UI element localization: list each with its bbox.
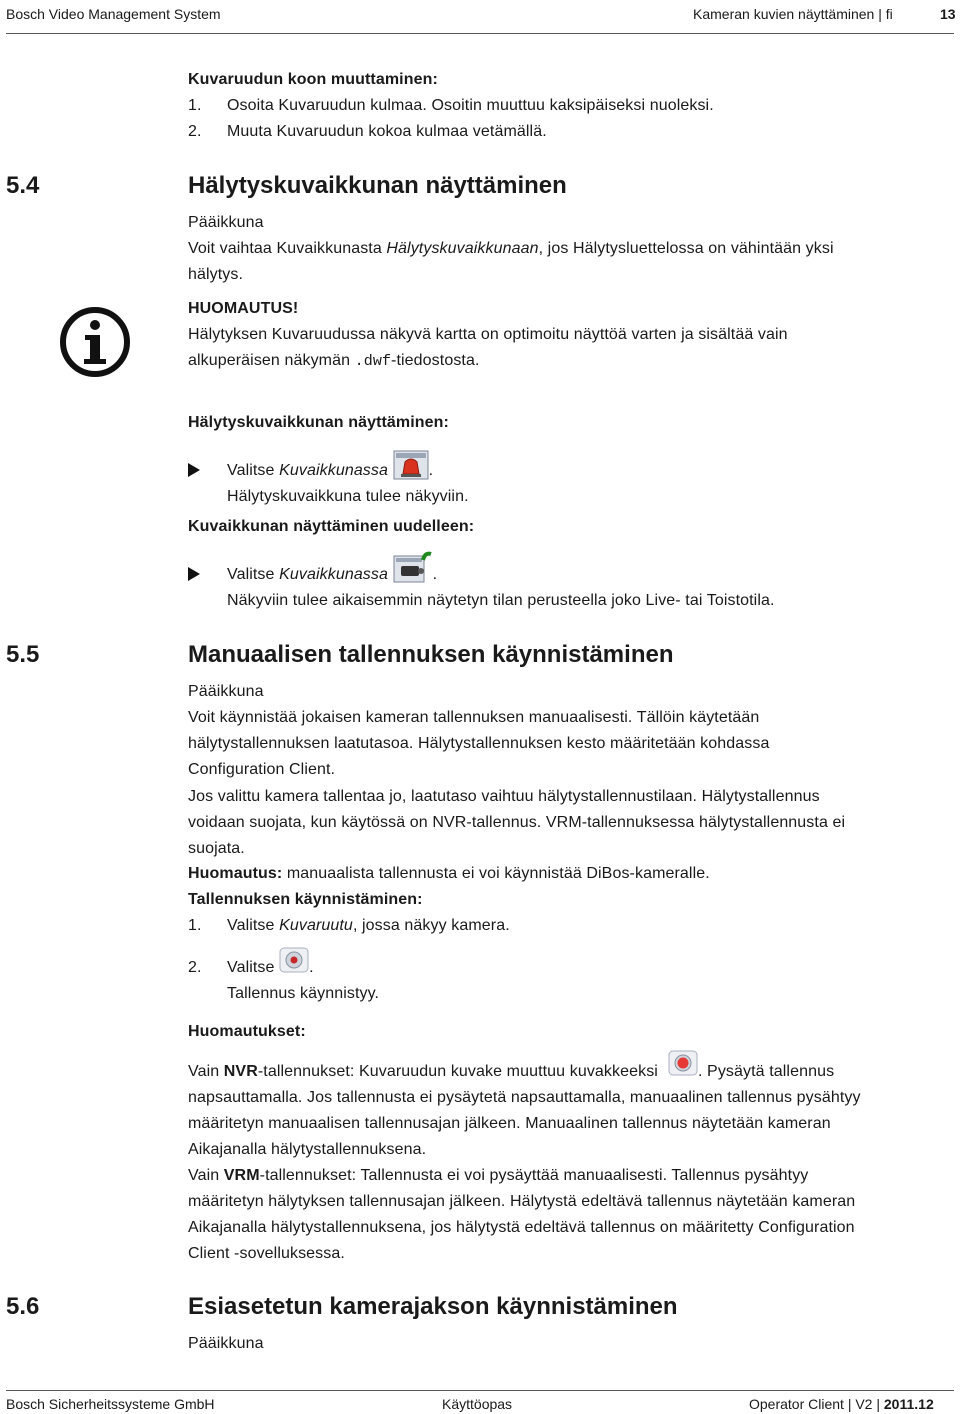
info-icon bbox=[58, 305, 132, 379]
image-window-icon bbox=[393, 550, 433, 584]
section-title: Hälytyskuvaikkunan näyttäminen bbox=[188, 172, 567, 199]
paragraph-line: Voit käynnistää jokaisen kameran tallennuksen manuaalisesti. Tällöin käytetään bbox=[188, 709, 760, 726]
context-label: Pääikkuna bbox=[188, 214, 264, 231]
vrm-note-cont: määritetyn hälytyksen tallennusajan jälkeen. Hälytystä edeltävä tallennus näytetään kameran bbox=[188, 1193, 856, 1210]
procedure-heading: Hälytyskuvaikkunan näyttäminen: bbox=[188, 414, 449, 431]
record-icon bbox=[279, 947, 309, 975]
page-number: 13 bbox=[940, 6, 956, 22]
paragraph-line: suojata. bbox=[188, 840, 245, 857]
header-rule bbox=[6, 33, 954, 34]
vrm-note-cont: Client -sovelluksessa. bbox=[188, 1245, 345, 1262]
section-title: Esiasetetun kamerajakson käynnistäminen bbox=[188, 1293, 678, 1320]
section-number: 5.4 bbox=[6, 172, 40, 199]
bullet-arrow-icon bbox=[188, 567, 200, 581]
procedure-result: Tallennus käynnistyy. bbox=[227, 985, 380, 1002]
bullet-arrow-icon bbox=[188, 463, 200, 477]
paragraph-cont: hälytys. bbox=[188, 266, 244, 283]
context-label: Pääikkuna bbox=[188, 683, 264, 700]
footer-company: Bosch Sicherheitssysteme GmbH bbox=[6, 1396, 215, 1412]
context-label: Pääikkuna bbox=[188, 1335, 264, 1352]
alarm-image-window-icon bbox=[393, 450, 429, 480]
resize-heading: Kuvaruudun koon muuttaminen: bbox=[188, 71, 438, 88]
procedure-heading: Tallennuksen käynnistäminen: bbox=[188, 891, 423, 908]
vrm-note-cont: Aikajanalla hälytystallennuksena, jos hälytystä edeltävä tallennus on määritetty Configuration bbox=[188, 1219, 855, 1236]
paragraph-line: Jos valittu kamera tallentaa jo, laatutaso vaihtuu hälytystallennustilaan. Hälytystallennus bbox=[188, 788, 820, 805]
note-line: Huomautus: manuaalista tallennusta ei voi käynnistää DiBos-kameralle. bbox=[188, 865, 710, 882]
running-header-right: Kameran kuvien näyttäminen | fi bbox=[693, 6, 893, 22]
paragraph-line: voidaan suojata, kun käytössä on NVR-tallennus. VRM-tallennuksessa hälytystallennusta ei bbox=[188, 814, 846, 831]
paragraph: Voit vaihtaa Kuvaikkunasta Hälytyskuvaikkunaan, jos Hälytysluettelossa on vähintään yksi bbox=[188, 240, 834, 257]
running-header-left: Bosch Video Management System bbox=[6, 6, 221, 22]
notes-heading: Huomautukset: bbox=[188, 1023, 306, 1040]
vrm-note: Vain VRM-tallennukset: Tallennusta ei voi pysäyttää manuaalisesti. Tallennus pysähtyy bbox=[188, 1167, 809, 1184]
paragraph-line: Configuration Client. bbox=[188, 761, 336, 778]
note-title: HUOMAUTUS! bbox=[188, 300, 299, 317]
footer-doc-type: Käyttöopas bbox=[442, 1396, 513, 1412]
note-text: Hälytyksen Kuvaruudussa näkyvä kartta on optimoitu näyttöä varten ja sisältää vain bbox=[188, 326, 788, 343]
procedure-heading: Kuvaikkunan näyttäminen uudelleen: bbox=[188, 518, 475, 535]
nvr-note: Vain NVR-tallennukset: Kuvaruudun kuvake muuttuu kuvakkeeksi . Pysäytä tallennus bbox=[188, 1059, 834, 1085]
procedure-step: Valitse Kuvaikkunassa . bbox=[227, 458, 433, 484]
footer-rule bbox=[6, 1390, 954, 1391]
note-text-cont: alkuperäisen näkymän .dwf-tiedostosta. bbox=[188, 352, 480, 370]
nvr-note-cont: napsauttamalla. Jos tallennusta ei pysäytetä napsauttamalla, manuaalinen tallennus pysähtyy bbox=[188, 1089, 861, 1106]
nvr-note-cont: Aikajanalla hälytystallennuksena. bbox=[188, 1141, 427, 1158]
footer-version: Operator Client | V2 | 2011.12 bbox=[749, 1396, 934, 1412]
section-number: 5.5 bbox=[6, 641, 40, 668]
procedure-result: Hälytyskuvaikkuna tulee näkyviin. bbox=[227, 488, 469, 505]
section-number: 5.6 bbox=[6, 1293, 40, 1320]
recording-icon bbox=[668, 1050, 698, 1078]
procedure-result: Näkyviin tulee aikaisemmin näytetyn tilan perusteella joko Live- tai Toistotila. bbox=[227, 592, 775, 609]
nvr-note-cont: määritetyn manuaalisen tallennusajan jälkeen. Manuaalinen tallennus näytetään kameran bbox=[188, 1115, 831, 1132]
section-title: Manuaalisen tallennuksen käynnistäminen bbox=[188, 641, 674, 668]
paragraph-line: hälytystallennuksen laatutasoa. Hälytystallennuksen kesto määritetään kohdassa bbox=[188, 735, 770, 752]
procedure-step: Valitse Kuvaikkunassa . bbox=[227, 562, 437, 588]
